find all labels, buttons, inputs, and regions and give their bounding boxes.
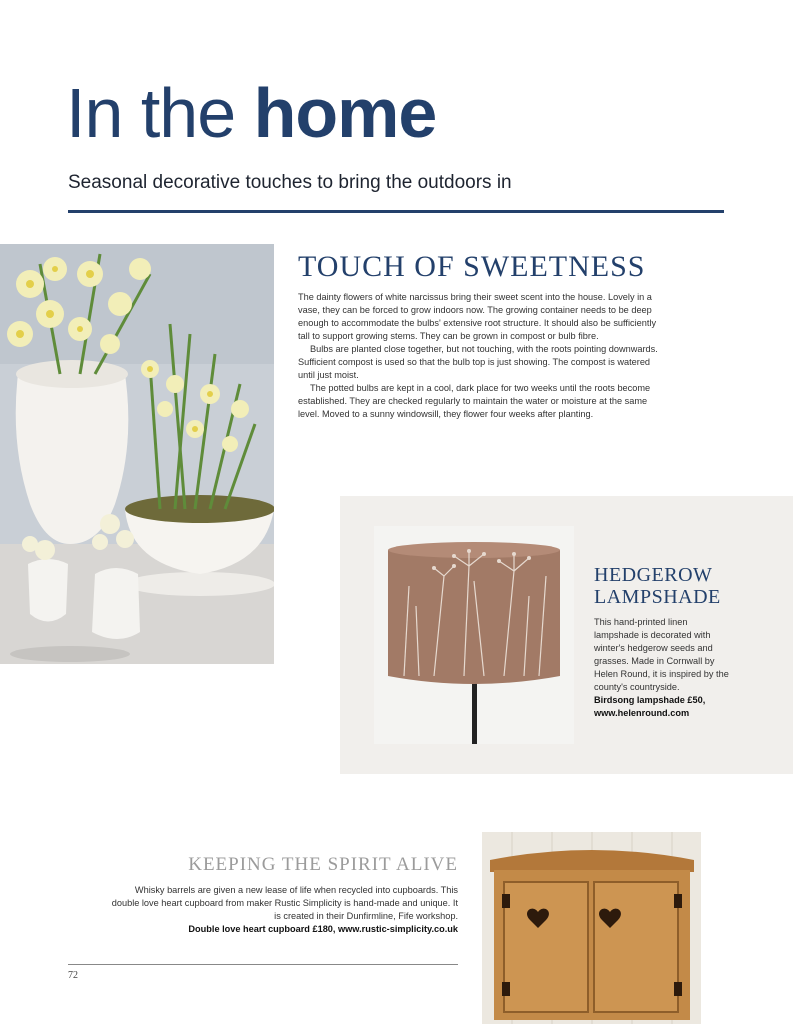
title-light: In the: [66, 74, 236, 152]
hedgerow-heading-line: LAMPSHADE: [594, 586, 721, 608]
footer-rule: [68, 964, 458, 965]
hedgerow-url: www.helenround.com: [594, 708, 690, 718]
cupboard-photo: [482, 832, 701, 1024]
page-title: [66, 74, 437, 152]
spirit-body: [110, 884, 458, 936]
page-number: 72: [68, 970, 78, 981]
spirit-heading: KEEPING THE SPIRIT ALIVE: [188, 854, 458, 875]
sweetness-body: [298, 291, 668, 421]
title-bold: home: [253, 74, 437, 152]
hedgerow-heading: [594, 564, 774, 608]
hedgerow-product: Birdsong lampshade £50,: [594, 695, 706, 705]
sweetness-heading: TOUCH OF SWEETNESS: [298, 250, 646, 283]
page-subtitle: Seasonal decorative touches to bring the outdoors in: [68, 172, 512, 193]
spirit-description: Whisky barrels are given a new lease of life when recycled into cupboards. This double love heart cupboard from maker Rustic Simplicity is hand-made and unique. It is created in their Dunfirmline, Fife workshop.: [111, 885, 458, 921]
hedgerow-description: This hand-printed linen lampshade is decorated with winter's hedgerow seeds and grasses. Made in Cornwall by Helen Round, it is inspired by the county's countryside.: [594, 617, 729, 692]
narcissus-photo: [0, 244, 274, 664]
hedgerow-body: [594, 616, 734, 720]
spirit-product: Double love heart cupboard £180, www.rustic-simplicity.co.uk: [188, 924, 458, 934]
lampshade-photo: [374, 526, 574, 744]
sweetness-paragraph: Bulbs are planted close together, but not touching, with the roots pointing downwards. Sufficient compost is used so that the bulb top is just showing. The compost is watered until just moist.: [298, 344, 658, 380]
header-rule: [68, 210, 724, 213]
hedgerow-heading-line: HEDGEROW: [594, 564, 713, 586]
sweetness-paragraph: The dainty flowers of white narcissus bring their sweet scent into the house. Lovely in a vase, they can be forced to grow indoors now. The growing container needs to be deep enough to accommodate the bulbs' extensive root structure. It should also be sufficiently tall to support growing stems. They can be grown in compost or bulb fibre.: [298, 292, 657, 341]
sweetness-paragraph: The potted bulbs are kept in a cool, dark place for two weeks until the roots become established. They are checked regularly to maintain the water or moisture at the same level. Moved to a sunny windowsill, they flower four weeks after planting.: [298, 383, 651, 419]
